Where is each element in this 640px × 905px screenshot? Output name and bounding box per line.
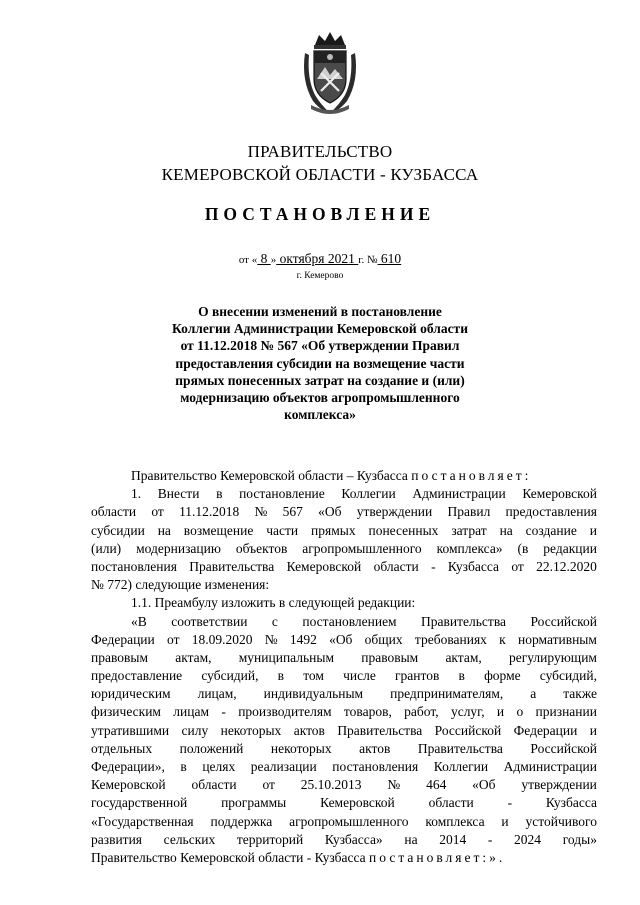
justified-line	[91, 631, 597, 649]
justified-line	[91, 558, 597, 576]
word: муниципальным	[238, 649, 335, 665]
government-name-line-2: КЕМЕРОВСКОЙ ОБЛАСТИ - КУЗБАССА	[161, 165, 479, 184]
justified-line	[91, 613, 597, 631]
word: Федерации	[91, 631, 155, 647]
word: 2024	[514, 831, 542, 847]
word: Коллегии	[341, 486, 396, 502]
word: от	[167, 631, 180, 647]
word: признании	[535, 704, 597, 720]
city-label: г. Кемерово	[296, 271, 344, 281]
word: субсидии	[91, 522, 145, 538]
word: предпринимателям,	[390, 686, 504, 702]
justified-line	[91, 503, 597, 521]
justified-line	[91, 831, 597, 849]
word: грантов	[395, 668, 440, 684]
paragraph-last-line: № 772) следующие изменения:	[91, 577, 270, 593]
spaced-decree-word: постановляет:».	[369, 849, 506, 865]
word: области	[428, 795, 474, 811]
word: с	[271, 613, 278, 629]
coat-of-arms-icon	[299, 31, 361, 115]
word: модернизацию	[136, 540, 221, 556]
word: отдельных	[91, 740, 153, 756]
word: субсидий,	[539, 668, 597, 684]
word: объектов	[235, 540, 288, 556]
word: целях	[202, 759, 236, 774]
word: от	[511, 558, 524, 574]
title-line: О внесении изменений в постановление	[198, 304, 442, 319]
word: -	[487, 831, 493, 847]
word: общих	[364, 631, 403, 647]
word: Правительства	[189, 558, 275, 574]
word: -	[507, 795, 513, 811]
word: регулирующим	[509, 649, 597, 665]
paragraph-1-1: 1.1. Преамбулу изложить в следующей редакции:	[131, 595, 416, 611]
word: Кемеровской	[286, 558, 362, 574]
word: к	[499, 631, 506, 647]
word: нормативным	[517, 631, 597, 647]
justified-line	[91, 813, 597, 831]
word: услуг,	[450, 704, 485, 720]
justified-line	[91, 740, 597, 758]
word: годы»	[562, 831, 597, 847]
date-month-year: октября 2021	[276, 251, 359, 266]
justified-line	[91, 776, 597, 794]
paragraph-preamble	[91, 613, 597, 868]
justified-line	[91, 485, 597, 503]
word: Российской	[434, 722, 502, 738]
word: предоставления	[505, 504, 597, 520]
word: лицам,	[197, 686, 237, 702]
word: 22.12.2020	[536, 558, 597, 574]
word: в	[277, 668, 285, 684]
word: (в	[517, 540, 529, 556]
resolution-intro: Правительство Кемеровской области – Кузбасса постановляет:	[131, 468, 532, 483]
word: производителям	[238, 704, 332, 720]
word: 2014	[439, 831, 467, 847]
word: и	[501, 813, 509, 829]
word: агропромышленного	[302, 540, 422, 556]
word: на	[157, 522, 171, 538]
word: 1.	[131, 486, 142, 502]
word: некоторых	[270, 740, 332, 756]
word: Кузбасса»	[324, 831, 383, 847]
word: постановления	[91, 558, 177, 574]
word: поддержка	[210, 813, 273, 829]
word: реализации	[250, 759, 317, 774]
word: утверждении	[356, 504, 433, 520]
word: (или)	[91, 540, 122, 556]
word: сельских	[163, 831, 216, 847]
word: постановления	[332, 759, 419, 774]
word: актам,	[445, 649, 482, 665]
word: агропромышленного	[289, 813, 409, 829]
date-number-line	[0, 251, 640, 267]
word: части	[266, 522, 299, 538]
word: от	[151, 504, 164, 520]
word: Администрации	[503, 759, 597, 774]
justified-line	[91, 722, 597, 740]
word: утратившими	[91, 722, 170, 738]
word: актов	[293, 722, 325, 738]
word: силу	[181, 722, 209, 738]
word: правовым	[91, 649, 148, 665]
word: актам,	[175, 649, 212, 665]
word: устойчивого	[525, 813, 597, 829]
paragraph-last-line: Правительство Кемеровской области - Кузбасса постановляет:».	[91, 849, 506, 865]
word: товаров,	[343, 704, 392, 720]
word: также	[563, 686, 597, 702]
word: Кемеровской	[522, 486, 597, 502]
word: а	[530, 686, 537, 702]
word: «Об	[472, 777, 496, 793]
word: государственной	[91, 795, 188, 811]
word: лицам	[173, 704, 210, 720]
word: 464	[426, 777, 447, 793]
justified-line	[91, 758, 597, 776]
word: в	[180, 759, 187, 774]
document-body	[91, 467, 597, 867]
word: работ,	[404, 704, 439, 720]
word: Внести	[157, 486, 200, 502]
number-prefix: г. №	[358, 254, 378, 266]
word: затрат	[451, 522, 487, 538]
word: возмещение	[183, 522, 254, 538]
word: и	[589, 522, 597, 538]
justified-line	[91, 540, 597, 558]
date-mid: »	[270, 254, 277, 266]
justified-line	[91, 703, 597, 721]
word: физическим	[91, 704, 161, 720]
word: предоставление	[91, 668, 183, 684]
word: 25.10.2013	[300, 777, 362, 793]
word: «Государственная	[91, 813, 194, 829]
word: 567	[282, 504, 303, 520]
word: развития	[91, 831, 143, 847]
word: и	[589, 722, 597, 738]
word: прямых	[311, 522, 356, 538]
justified-line	[91, 522, 597, 540]
word: в	[458, 668, 465, 684]
word: числе	[343, 668, 376, 684]
word: Кемеровской	[320, 795, 395, 811]
word: №	[264, 631, 278, 647]
word: индивидуальным	[263, 686, 364, 702]
government-name-line-1: ПРАВИТЕЛЬСТВО	[247, 142, 393, 161]
word: Российской	[530, 613, 597, 629]
justified-line	[91, 649, 597, 667]
paragraph-1	[91, 485, 597, 594]
word: утверждении	[521, 777, 597, 793]
word: о	[516, 704, 524, 720]
word: соответствии	[171, 613, 248, 629]
word: территорий	[236, 831, 304, 847]
word: «Об	[329, 631, 353, 647]
title-line: модернизацию объектов агропромышленного	[180, 390, 460, 406]
word: «Об	[318, 504, 342, 520]
word: Коллегии	[433, 759, 489, 774]
document-title	[130, 303, 510, 423]
word: «В	[131, 613, 147, 629]
word: субсидий,	[201, 668, 259, 684]
word: форме	[484, 668, 521, 684]
title-line: комплекса»	[284, 407, 356, 423]
word: редакции	[543, 540, 597, 556]
word: некоторых	[220, 722, 282, 738]
word: создание	[525, 522, 577, 538]
word: правовым	[361, 649, 419, 665]
word: №	[254, 504, 268, 520]
document-type-heading: ПОСТАНОВЛЕНИЕ	[204, 204, 436, 224]
word: юридическим	[91, 686, 171, 702]
word: -	[221, 704, 226, 720]
word: Федерации»,	[91, 759, 165, 774]
word: области	[373, 558, 419, 574]
justified-line	[91, 685, 597, 703]
word: положений	[179, 740, 244, 756]
word: Кузбасса	[447, 558, 499, 574]
word: Кемеровской	[91, 777, 166, 793]
title-line: от 11.12.2018 № 567 «Об утверждении Правил	[180, 338, 460, 354]
word: 1492	[289, 631, 317, 647]
date-day: 8	[257, 251, 271, 266]
word: и	[496, 704, 505, 720]
word: программы	[221, 795, 287, 811]
justified-line	[91, 794, 597, 812]
word: Федерации	[513, 722, 578, 738]
word: Правительства	[421, 613, 507, 629]
word: Правительства	[337, 722, 423, 738]
justified-line	[91, 667, 597, 685]
word: 18.09.2020	[191, 631, 253, 647]
word: Правительства	[417, 740, 503, 756]
title-line: прямых понесенных затрат на создание и (или)	[175, 372, 465, 388]
word: области	[91, 504, 137, 520]
document-number: 610	[377, 251, 402, 266]
word: на	[499, 522, 513, 538]
word: Кузбасса	[545, 795, 597, 811]
word: Российской	[530, 740, 597, 756]
word: на	[404, 831, 418, 847]
word: области	[191, 777, 237, 793]
word: актов	[359, 740, 391, 756]
date-prefix: от «	[238, 254, 258, 266]
word: в	[216, 486, 223, 502]
word: Правил	[447, 504, 491, 520]
word: постановлением	[302, 613, 397, 629]
word: от	[262, 777, 275, 793]
word: постановление	[239, 486, 325, 502]
title-line: Коллегии Администрации Кемеровской области	[172, 321, 468, 337]
word: -	[431, 558, 436, 574]
word: понесенных	[368, 522, 439, 538]
title-line: предоставления субсидии на возмещение части	[175, 355, 465, 371]
word: 11.12.2018	[179, 504, 240, 520]
word: Администрации	[412, 486, 506, 502]
word: №	[387, 777, 401, 793]
word: том	[303, 668, 324, 684]
word: комплекса»	[436, 540, 503, 556]
word: комплекса	[425, 813, 485, 829]
spaced-decree-word: постановляет:	[411, 468, 532, 483]
word: требованиях	[414, 631, 487, 647]
